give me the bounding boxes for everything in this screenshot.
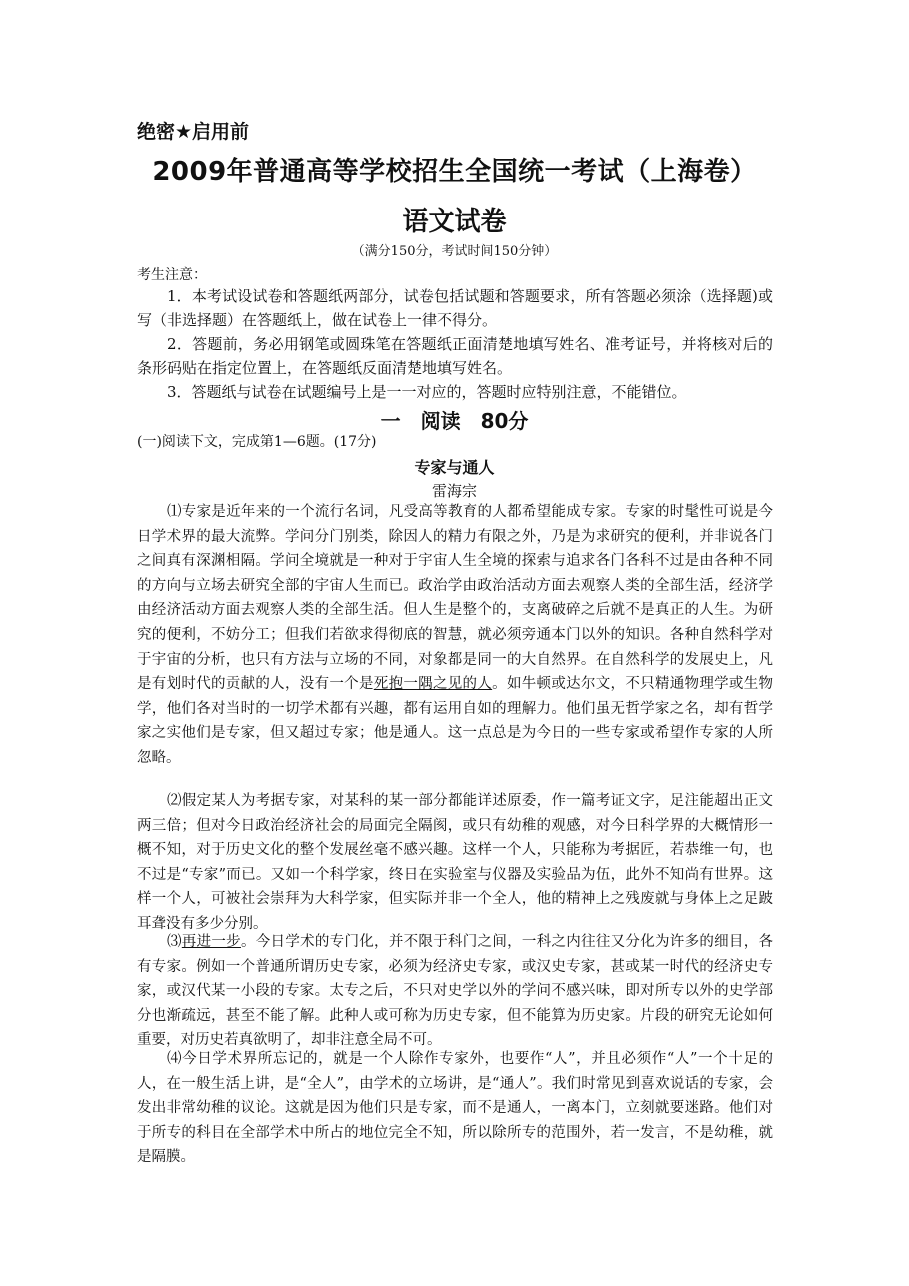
article-paragraph-2: ⑵假定某人为考据专家，对某科的某一部分都能详述原委，作一篇考证文字，足注能超出正文两三倍；但对今日政治经济社会的局面完全隔阂，或只有幼稚的观感，对今日科学界的大概情形一概不知，对于历史文化的整个发展丝毫不感兴趣。这样一个人，只能称为考据匠，若恭维一句，也不过是“专家”而已。又如一个科学家，终日在实验室与仪器及实验品为伍，此外不知尚有世界。这样一个人，可被社会崇拜为大科学家，但实际并非一个全人，他的精神上之残废就与身体上之足跛耳聋没有多少分别。 bbox=[137, 793, 773, 932]
paragraph-1-underlined: 死抱一隅之见的人 bbox=[373, 676, 493, 693]
article-paragraph-1 bbox=[137, 500, 773, 771]
paragraph-3-number: ⑶ bbox=[167, 934, 182, 950]
notice-label: 考生注意： bbox=[137, 267, 207, 283]
paragraph-1-text-a: ⑴专家是近年来的一个流行名词，凡受高等教育的人都希望能成专家。专家的时髦性可说是今日学术界的最大流弊。学问分门别类，除因人的精力有限之外，乃是为求研究的便利，并非说各门之间真有深渊相隔。学问全境就是一种对于宇宙人生全境的探索与追求各门各科不过是由各种不同的方向与立场去研究全部的宇宙人生而已。政治学由政治活动方面去观察人类的全部生活，经济学由经济活动方面去观察人类的全部生活。但人生是整个的，支离破碎之后就不是真正的人生。为研究的便利，不妨分工；但我们若欲求得彻底的智慧，就必须旁通本门以外的知识。各种自然科学对于宇宙的分析，也只有方法与立场的不同，对象都是同一的大自然界。在自然科学的发展史上，凡是有划时代的贡献的人，没有一个是 bbox=[137, 504, 773, 693]
article-author: 雷海宗 bbox=[431, 482, 477, 500]
paragraph-3-text: 。今日学术的专门化，并不限于科门之间，一科之内往往又分化为许多的细目，各有专家。例如一个普通所谓历史专家，必须为经济史专家，或汉史专家，甚或某一时代的经济史专家，或汉代某一小段的专家。太专之后，不只对史学以外的学问不感兴味，即对所专以外的史学部分也渐疏远，甚至不能了解。此种人或可称为历史专家，但不能算为历史家。片段的研究无论如何重要，对历史若真欲明了，却非注意全局不可。 bbox=[137, 934, 774, 1049]
paragraph-3-underlined: 再进一步 bbox=[181, 934, 241, 950]
paragraph-1-text-b: 。如牛顿或达尔文，不只精通物理学或生物学，他们各对当时的一切学术都有兴趣，都有运用自如的理解力。他们虽无哲学家之名，却有哲学家之实他们是专家，但又超过专家；他是通人。这一点总是为今日的一些专家或希望作专家的人所忽略。 bbox=[137, 676, 774, 766]
confidential-label: 绝密★启用前 bbox=[137, 121, 250, 143]
section-intro: (一)阅读下文，完成第1—6题。(17分) bbox=[137, 434, 377, 450]
exam-title: 2009年普通高等学校招生全国统一考试（上海卷） bbox=[152, 157, 757, 187]
article-title: 专家与通人 bbox=[414, 458, 495, 477]
notice-item-3: 3．答题纸与试卷在试题编号上是一一对应的，答题时应特别注意，不能错位。 bbox=[167, 383, 687, 401]
subject-title: 语文试卷 bbox=[402, 207, 507, 237]
notice-item-1: 1．本考试设试卷和答题纸两部分，试卷包括试题和答题要求，所有答题必须涂（选择题)或写（非选择题）在答题纸上，做在试卷上一律不得分。 bbox=[137, 287, 773, 329]
article-paragraph-4: ⑷今日学术界所忘记的，就是一个人除作专家外，也要作“人”，并且必须作“人”一个十足的人，在一般生活上讲，是“全人”，由学术的立场讲，是“通人”。我们时常见到喜欢说话的专家，会发出非常幼稚的议论。这就是因为他们只是专家，而不是通人，一离本门，立刻就要迷路。他们对于所专的科目在全部学术中所占的地位完全不知，所以除所专的范围外，若一发言，不是幼稚，就是隔膜。 bbox=[137, 1051, 773, 1166]
article-paragraph-3 bbox=[137, 930, 773, 1053]
notice-item-2: 2．答题前，务必用钢笔或圆珠笔在答题纸正面清楚地填写姓名、准考证号，并将核对后的条形码贴在指定位置上，在答题纸反面清楚地填写姓名。 bbox=[137, 335, 773, 377]
score-time-note: （满分150分，考试时间150分钟） bbox=[351, 244, 558, 259]
section-heading: 一 阅读 80分 bbox=[380, 409, 529, 433]
